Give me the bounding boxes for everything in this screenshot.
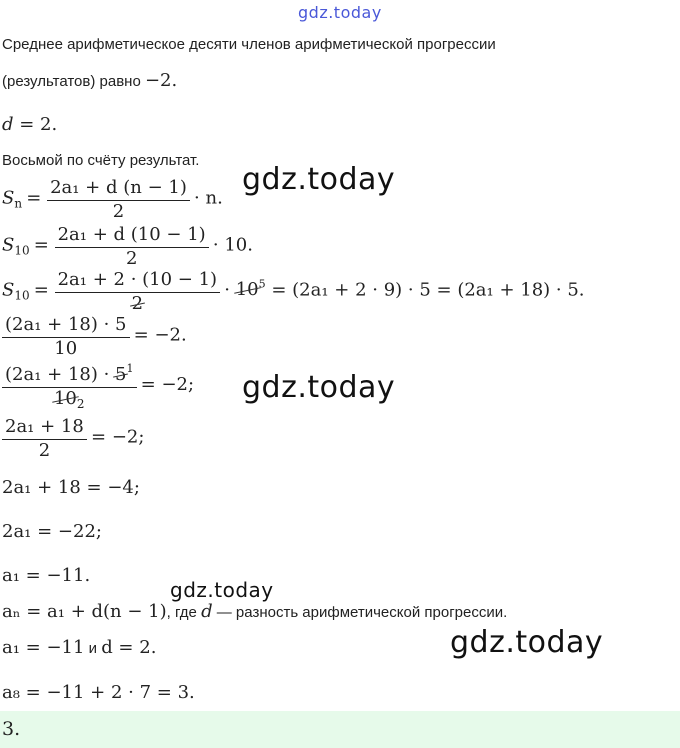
s10-substituted: $S_{10}$ = $\frac{\text{2a₁ + 2 · (10 − 1)}}{2}$ · $10^5 = (2a_1 + 2 \cdot 9) \cdot 5 = (2a_1 + 18) \cdot 5$. xyxy=(2,269,585,314)
s10b-tail: = (2a₁ + 2 · 9) · 5 = (2a₁ + 18) · 5. xyxy=(265,279,585,301)
sn-formula: $S_n$ = $\frac{\text{2a₁ + d (n − 1)}}{2}$ · n. xyxy=(2,177,223,222)
an-text-2: — разность арифметической прогрессии. xyxy=(212,604,508,621)
f3-numerator: 2a₁ + 18 xyxy=(2,415,87,440)
s10b-fraction xyxy=(55,268,220,315)
an-line xyxy=(2,603,507,621)
watermark-top: gdz.today xyxy=(298,3,382,22)
eq-line-1: 2a₁ + 18 = −4; xyxy=(2,477,140,498)
f1-tail: = −2. xyxy=(133,324,187,346)
sn-fraction xyxy=(47,176,190,223)
f1-denominator: 10 xyxy=(54,338,78,359)
eighth-result: Восьмой по счёту результат. xyxy=(2,152,200,169)
answer-bar xyxy=(0,711,680,748)
s10b-denominator: 2 xyxy=(131,293,144,314)
eq-line-3: a₁ = −11. xyxy=(2,565,91,586)
watermark-1: gdz.today xyxy=(242,162,396,197)
s10-sub: 10 xyxy=(14,243,30,258)
sn-sub: n xyxy=(14,196,23,211)
s10-denominator: 2 xyxy=(125,248,138,269)
sn-s: S xyxy=(2,187,15,209)
fraction-eq-2 xyxy=(2,357,194,415)
an-d: d xyxy=(201,601,213,622)
f1-fraction xyxy=(2,313,130,360)
fraction-eq-3 xyxy=(2,415,144,462)
s10-tail: · 10. xyxy=(212,234,253,256)
d-line xyxy=(2,116,57,134)
s10-fraction xyxy=(55,223,209,270)
d-eq: = 2. xyxy=(13,114,58,135)
a1-d: d = 2. xyxy=(101,637,157,658)
f2-fraction xyxy=(2,357,137,415)
intro-line-2 xyxy=(2,72,177,90)
intro-text: (результатов) равно xyxy=(2,73,141,90)
f2-denominator: $10_2$ xyxy=(53,388,85,411)
intro-line-1: Среднее арифметическое десяти членов арифметической прогрессии xyxy=(2,36,496,53)
an-formula: aₙ = a₁ + d(n − 1) xyxy=(2,601,167,622)
an-text: , где xyxy=(166,604,202,621)
s10-numerator: 2a₁ + d (10 − 1) xyxy=(55,223,209,248)
a1-d-line xyxy=(2,639,156,657)
a1-part: a₁ = −11 xyxy=(2,637,85,658)
answer-value: 3. xyxy=(2,718,21,740)
a1-and: и xyxy=(84,640,102,657)
s10b-numerator: 2a₁ + 2 · (10 − 1) xyxy=(55,268,220,293)
watermark-2: gdz.today xyxy=(242,370,396,405)
f1-numerator: (2a₁ + 18) · 5 xyxy=(2,313,130,338)
s10b-dot: · xyxy=(224,279,236,301)
fraction-eq-1 xyxy=(2,313,187,360)
sn-numerator: 2a₁ + d (n − 1) xyxy=(47,176,190,201)
f3-fraction xyxy=(2,415,87,462)
intro-value: −2. xyxy=(144,70,178,91)
d-var: d xyxy=(2,114,14,135)
s10b-crossed-10: 10 xyxy=(235,279,259,301)
watermark-4: gdz.today xyxy=(450,625,604,660)
watermark-3: gdz.today xyxy=(170,578,274,602)
f2-tail: = −2; xyxy=(140,373,195,395)
eq-line-2: 2a₁ = −22; xyxy=(2,521,102,542)
f3-tail: = −2; xyxy=(91,426,145,448)
f3-denominator: 2 xyxy=(38,440,51,461)
s10b-sup: 5 xyxy=(258,277,266,291)
sn-tail: · n. xyxy=(194,187,223,209)
a8-line: a₈ = −11 + 2 · 7 = 3. xyxy=(2,682,195,703)
s10-formula: $S_{10}$ = $\frac{\text{2a₁ + d (10 − 1)}}{2}$ · 10. xyxy=(2,224,253,269)
s10b-sub: 10 xyxy=(14,288,30,303)
f2-numerator: $(2a_1 + 18) \cdot 5^1$ xyxy=(2,357,137,388)
sn-denominator: 2 xyxy=(112,201,125,222)
